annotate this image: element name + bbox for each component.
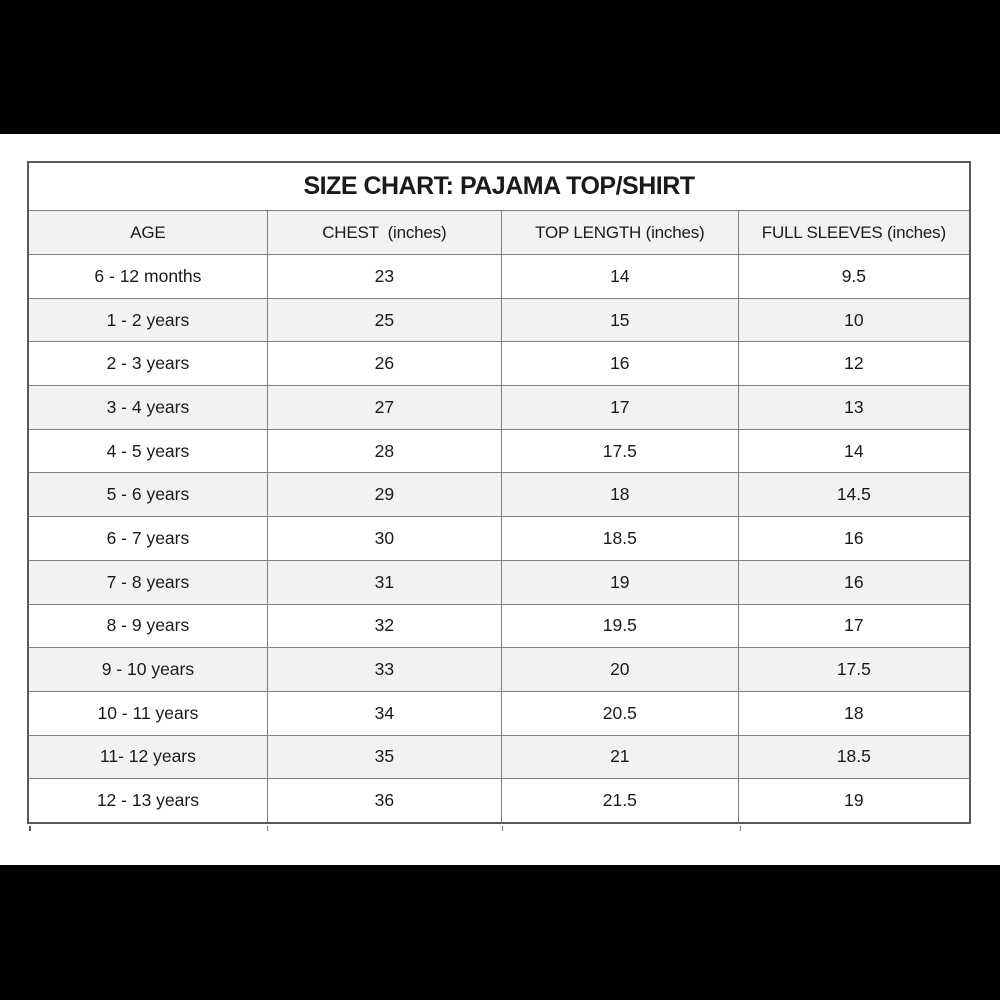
full-sleeves-cell: 10: [738, 299, 969, 342]
table-row: [29, 691, 969, 735]
table-row: [29, 604, 969, 648]
top-length-cell: 17.5: [501, 430, 738, 473]
full-sleeves-cell: 19: [738, 779, 969, 822]
table-row: [29, 778, 969, 822]
cropped-row-stub: [29, 826, 31, 831]
full-sleeves-cell: 14: [738, 430, 969, 473]
chest-cell: 26: [267, 342, 501, 385]
full-sleeves-cell: 18.5: [738, 736, 969, 779]
cropped-row-stub: [740, 826, 741, 831]
top-length-cell: 19.5: [501, 605, 738, 648]
column-header-chest: CHEST (inches): [267, 211, 501, 254]
chest-cell: 28: [267, 430, 501, 473]
full-sleeves-cell: 14.5: [738, 473, 969, 516]
age-cell: 12 - 13 years: [96, 790, 199, 811]
column-header-top-length: TOP LENGTH (inches): [501, 211, 738, 254]
chest-cell: 31: [267, 561, 501, 604]
top-length-cell: 21.5: [501, 779, 738, 822]
table-row: [29, 647, 969, 691]
table-row: [29, 254, 969, 298]
age-cell: 6 - 7 years: [106, 527, 190, 548]
full-sleeves-cell: 17: [738, 605, 969, 648]
full-sleeves-cell: 18: [738, 692, 969, 735]
full-sleeves-cell: 16: [738, 561, 969, 604]
top-length-cell: 16: [501, 342, 738, 385]
top-length-cell: 20.5: [501, 692, 738, 735]
chest-cell: 30: [267, 517, 501, 560]
top-length-cell: 15: [501, 299, 738, 342]
chest-cell: 35: [267, 736, 501, 779]
table-row: [29, 735, 969, 779]
table-row: [29, 560, 969, 604]
table-row: [29, 385, 969, 429]
full-sleeves-cell: 12: [738, 342, 969, 385]
chest-cell: 36: [267, 779, 501, 822]
top-length-cell: 20: [501, 648, 738, 691]
age-cell: 1 - 2 years: [106, 309, 190, 330]
column-header-age: AGE: [130, 222, 166, 242]
age-cell: 4 - 5 years: [106, 440, 190, 461]
table-title-row: [29, 163, 969, 210]
table-row: [29, 472, 969, 516]
chest-cell: 29: [267, 473, 501, 516]
age-cell: 6 - 12 months: [94, 265, 202, 286]
top-length-cell: 19: [501, 561, 738, 604]
top-black-bar: [0, 0, 1000, 134]
chest-cell: 25: [267, 299, 501, 342]
column-header-full-sleeves: FULL SLEEVES (inches): [738, 211, 969, 254]
table-row: [29, 298, 969, 342]
chest-cell: 34: [267, 692, 501, 735]
chest-cell: 33: [267, 648, 501, 691]
full-sleeves-cell: 17.5: [738, 648, 969, 691]
top-length-cell: 18: [501, 473, 738, 516]
age-cell: 5 - 6 years: [106, 484, 190, 505]
age-cell: 2 - 3 years: [106, 353, 190, 374]
table-row: [29, 516, 969, 560]
age-cell: 10 - 11 years: [97, 702, 199, 723]
full-sleeves-cell: 9.5: [738, 255, 969, 298]
table-row: [29, 429, 969, 473]
size-chart-table: [27, 161, 971, 824]
cropped-row-stub: [267, 826, 268, 831]
table-title: SIZE CHART: PAJAMA TOP/SHIRT: [303, 172, 695, 200]
chest-cell: 32: [267, 605, 501, 648]
full-sleeves-cell: 16: [738, 517, 969, 560]
image-canvas: [0, 134, 1000, 865]
full-sleeves-cell: 13: [738, 386, 969, 429]
bottom-black-bar: [0, 865, 1000, 1000]
top-length-cell: 21: [501, 736, 738, 779]
table-row: [29, 341, 969, 385]
top-length-cell: 14: [501, 255, 738, 298]
cropped-row-stub: [502, 826, 503, 831]
age-cell: 8 - 9 years: [106, 615, 190, 636]
age-cell: 7 - 8 years: [106, 571, 190, 592]
table-header-row: [29, 210, 969, 254]
age-cell: 3 - 4 years: [106, 396, 190, 417]
age-cell: 9 - 10 years: [101, 659, 195, 680]
top-length-cell: 18.5: [501, 517, 738, 560]
chest-cell: 23: [267, 255, 501, 298]
chest-cell: 27: [267, 386, 501, 429]
size-table-body: [29, 254, 969, 822]
age-cell: 11- 12 years: [99, 746, 196, 767]
top-length-cell: 17: [501, 386, 738, 429]
